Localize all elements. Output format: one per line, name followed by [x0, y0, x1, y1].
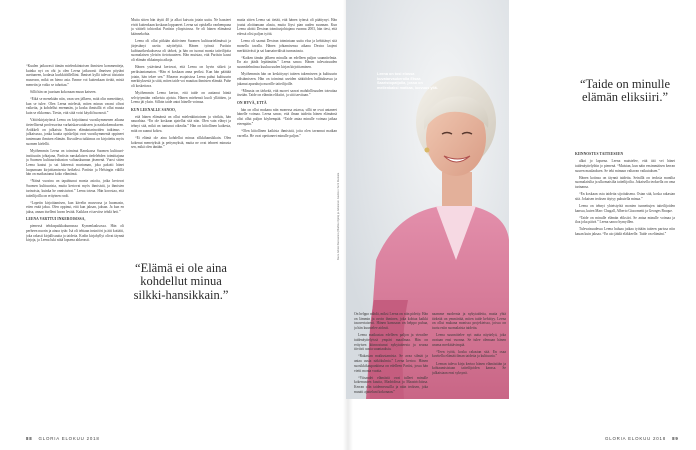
text-column-4: [354, 312, 428, 430]
paragraph: “En koskaan osta taidetta sijoituksena. Ostan sitä, koska rakastan sitä. Jokaisen teoksen täytyy puhutella minua.”: [575, 192, 675, 201]
photo-credit: Kuva Juhani Kustaanna (Markku Ojala) ja Juhannen Juuristo / Antti Ruokala: [337, 172, 340, 260]
paragraph: Myöhemmin Leena on toiminut Ranskassa Suomen kulttuuri-instituutin johtajana, Pariisin ranskalaisen tiedelehden toimittajana ja Suomen kulttuurirahaston valtuuskunnan jäsenenä. Vuosi sitten Leena kaatui ja sai käteensä murtuman, joka pakotti hänet luopumaan kirjoittamisesta hetkeksi. Pariisin ja Helsingin välillä hän on matkustanut koko elämänsä.: [26, 148, 124, 177]
text-column-1: [26, 64, 124, 430]
page-number-right: 89: [672, 436, 679, 441]
paragraph: Tulevaisuudessa Leena haluaa jatkaa työtään taiteen parissa niin kauan kuin jaksaa. “En aio jäädä eläkkeelle. Taide on elämäni.”: [575, 227, 675, 237]
paragraph: Myöhemmin hän on keskittynyt taiteen tukemiseen ja kulttuurin edistämiseen. Hän on toiminut useiden säätiöiden hallituksessa ja jakanut apurahoja nuorille taiteilijoille.: [237, 72, 337, 86]
paragraph: että hänen elämänsä on ollut mielenkiintoinen ja värikäs, hän naurahtaa. “En ole koskaan ajatellut sitä niin. Olen vain elänyt ja tehnyt sitä, mikä on tuntunut oikealta.” Hän on kiitollinen kaikesta, mitä on saanut kokea.: [131, 114, 231, 133]
magazine-name-right: GLORIA ELOKUU 2018: [605, 436, 667, 441]
paragraph: naamme modernia ja nykytaidetta, mutta yhtä tärkeää on ymmärtää, miten taide kehittyy. Leena on ollut mukana monissa projekteissa, joissa on tuotu esiin suomalaista taidetta.: [432, 312, 506, 331]
footer-right: [605, 436, 679, 441]
paragraph: Leenan tuleva kirja kertoo hänen elämästään ja kohtaamisistaan taiteilijoiden kanssa. Se julkaistaan ensi syksynä.: [432, 361, 506, 375]
paragraph: “Teen työtä, koska rakastan sitä. En osaa kuvitella elämää ilman taidetta ja kulttuuria.”: [432, 349, 506, 359]
magazine-name-left: GLORIA ELOKUU 2018: [38, 436, 100, 441]
paragraph: pienessä tehdaspaikkakunnassa Kymenlaaksossa. Hän oli perheen nuorin ja ainoa tytär. Isä oli tehtaan insinööri ja äiti kotiäiti, joka rakasti kirjallisuutta ja taidetta. Kodin kirjahyllyt olivat täynnä kirjoja, ja Leena luki niitä lapsena ahkerasti.: [26, 224, 124, 243]
pull-quote-right: [575, 78, 675, 105]
pull-quote-left: [131, 262, 231, 312]
photo-caption: Leena on tosi elossa kuvatarvaukerolla Etsaa Saaristopatjolla, jossa on meilenkaksi matkaa, luovuus yllä.: [377, 72, 438, 90]
paragraph: mutta sitten Leena sai tietää, että hänen työnsä oli päättynyt. Hän joutui aloittamaan alusta, mutta löysi pian uuden suunnan. Kun Leena aloitti Dextran toimitusjohtajana vuonna 2003, hän tiesi, että edessä olisi paljon työtä.: [237, 18, 337, 37]
paragraph: “Viisaudet elämästä ovat tulleet minulle kokemusten kautta, Madridissa ja Maastrichtissa. Kerran olin taidemessuilla ja näin teoksen, joka muutti ajatteluni kokonaan.”: [354, 375, 428, 394]
paragraph: Leena suunnittelee nyt uutta näyttelyä, joka avataan ensi vuonna. Se tulee olemaan hänen uransa merkittävimpiä.: [432, 333, 506, 347]
paragraph: hän on ollut mukana niin monessa asiassa, sillä ne ovat antaneet hänelle voimaa. Leena sanoo, että ilman taidetta hänen elämänsä olisi ollut paljon köyhempää. “Taide antaa minulle voimaa jatkaa eteenpäin.”: [237, 107, 337, 126]
paragraph: Leena oli ollut pitkään aktiivinen Suomen kulttuurielämässä ja järjestänyt useita näyttelyitä. Hänen työnsä Pariisin kulttuurikeskuksessa oli tärkeä, ja hän on tuonut monia taiteilijoita suomalaisen yleisön tietoisuuteen. Hän muistaa, että Pariisin kausi oli elämän rikkaimpia aikoja.: [131, 39, 231, 63]
section-lead: KUN LEENALLE SANOO,: [131, 107, 176, 112]
pull-quote-mark: [131, 302, 231, 312]
paragraph: Mutta sitten hän täytti 40 ja alkoi kaivata jotain uutta. Ne haasteet eivät kuitenkaan koskaan loppuneet. Leena sai opiskella vanhempana ja väitteli tohtoriksi Pariisin yliopistossa. Se oli hänen elämänsä käännekohta.: [131, 18, 231, 37]
section-lead: ON HYVÄ, ETTÄ: [237, 100, 267, 105]
paragraph: alkoi jo lapsena. Leena muistelee, että äiti vei hänet taidenäyttelyihin jo pienenä. “Muistan, kun näin ensimmäisen kerran suuren maalauksen. Se teki minuun valtavan vaikutuksen.”: [575, 159, 675, 173]
paragraph: “Olen kiitollinen kaikista ihmisistä, joita olen tavannut matkan varrella. He ovat opettaneet minulle paljon.”: [237, 128, 337, 138]
paragraph: Myöhemmin Leena kertoo, että taide on auttanut häntä selviytymään vaikeista ajoista. Hänen miehensä kuoli yllättäen, ja Leena jäi yksin. Silloin taide antoi hänelle voimaa.: [131, 91, 231, 105]
pull-quote-text: “Taide on minulle elämän eliksiiri.”: [579, 77, 671, 105]
paragraph: “Näinä vuosina on tapahtunut monia asioita, jotka kertovat Suomen kulttuurista, mutta kertovat myös ihmisistä, ja ihmisten tarinoista, kuinka he onnistuivat.” Leena toteaa. Hän korostaa, että taiteilijoilla on erityinen rooli.: [26, 179, 124, 198]
paragraph: “Eikä se menekään niin, vaan sen jälkeen, mitä olin menettänyt, kun se tulee. Olen Leena mielestä, miten minun varani olivat vaikeita, ja kohdellut enemmän, ja koska ihmisillä ei ollut muuta kuin se rikkomus. Tiesin, että siitä voisi käydä huonosti.”: [26, 97, 124, 116]
text-column-5: [432, 312, 506, 430]
paragraph: Leena oli saanut Dextran toimintaan uutta eloa ja kehittänyt sitä monella tavalla. Hänen johtamisensa aikana Dextra laajeni merkittävästi ja sai kansainvälistä tunnustusta.: [237, 39, 337, 53]
text-column-3: [237, 18, 337, 430]
paragraph: “Taide on minulle elämän eliksiiri. Se antaa minulle voimaa ja iloa joka päivä.” Leena sanoo hymyillen.: [575, 215, 675, 225]
paragraph: “Lopetin kirjoittamisen, kun kävelin museossa ja huomasin, etten enää jaksa. Olen oppinut, että kun jaksan, jaksan. Ja kun en jaksa, annan itselleni luvan levätä. Kaikkea ei tarvitse tehdä heti.”: [26, 200, 124, 215]
paragraph: Leena matkustaa edelleen paljon ja vierailee taidenäyttelyissä ympäri maailmaa. Hän on erityisen kiinnostunut nykytaiteesta ja seuraa tiiviisti uusia suuntauksia.: [354, 333, 428, 352]
paragraph: “Rakastan matkustamista. Se avaa silmät ja antaa uusia näkökulmia.” Leena kertoo. Hänen suosikkikaupunkinsa on edelleen Pariisi, jossa hän vietti monta vuotta.: [354, 354, 428, 373]
page-number-left: 88: [26, 436, 33, 441]
text-column-2: [131, 18, 231, 258]
paragraph: Väitöskirjatyönsä Leena on kirjoittanut vuosikymmenen aikana tieteellisenä professorina varhaiskasvatukseen ja naiskokemukseen. Artikkeli on julkaistu Naisten elämäntarinoiden tutkimus -julkaisussa, jonka kautta opiskelijat ovat vuosikymmeniä oppineet tuntemaan ihmisen elämän. Kuvaileva tutkimus on kirjoitettu myös suomen kielellä.: [26, 118, 124, 146]
paragraph: Hänen ystävänsä kertovat, että Leena on hyvin sitkeä ja periksiantamaton. “Hän ei koskaan anna periksi. Kun hän päättää jotain, hän tekee sen.” Museon avajaisissa Leena puhui kulttuurin merkityksestä ja siitä, miten taide voi muuttaa ihmisten elämää. Puhe oli koskettava.: [131, 65, 231, 88]
paragraph: Hänen kotinsa on täynnä taidetta. Seinillä on teoksia monilta suomalaisilta ja ulkomaisilta taiteilijoilta. Jokaisella teoksella on oma tarinansa.: [575, 175, 675, 189]
paragraph: “Kuulen jatkuvasti tämän mielenkiintoisen ihmisten kommentteja, kuinka nyt on ohi ja olen Leena jatkuvasti ilmeisen pöytäni asettuneen, kodasta kurkkitöillelläni. Ihmiset kyllä tulevat tiistaisin museoon, mikä on hieno asia. Emme voi kuitenkaan tietää, mistä menetin ja voiko se tuhottaa.”: [26, 64, 124, 87]
pull-quote-text: “Elämä ei ole aina kohdellut minua silkki-hansikkain.”: [133, 261, 229, 302]
section-lead: KIINNOSTUS TAITEESEEN: [575, 152, 624, 156]
footer-left: [26, 436, 100, 441]
text-column-6: [575, 152, 675, 430]
paragraph: Leena on tehnyt yhteistyötä monien tunnettujen taiteilijoiden kanssa, kuten Marc Chagall, Alberto Giacometti ja Georges Braque.: [575, 203, 675, 213]
paragraph: On helppo nähdä, miksi Leena on niin pidetty. Hän on lämmin ja avoin ihminen, joka kohtaa kaikki tasavertaisesti. Hänen kanssaan on helppo puhua, ja hän kuuntelee aidosti.: [354, 312, 428, 331]
paragraph: “Minusta on tärkeää, että nuoret saavat mahdollisuuden toteuttaa itseään. Taide on elämän eliksiiri, ja sitä tarvitaan.”: [237, 88, 337, 98]
paragraph: “Kaiken tämän jälkeen minulla on edelleen paljon suunnitelmia. En aio jäädä lepäämään.” Leena sanoo. Hänen tulevaisuuden suunnitelmiinsa kuuluu uuden kirjan kirjoittaminen.: [237, 55, 337, 70]
paragraph: “Ei elämä ole aina kohdellut minua silkkihansikkain. Olen kokenut menetyksiä ja pettymyksiä, mutta ne ovat tehneet minusta sen, mikä olen tänään.”: [131, 135, 231, 150]
section-lead: LEENA VARTTUI INKEROISISSA,: [26, 217, 86, 222]
paragraph: Sillä hän on juuriaan kokonaan muun katseen.: [30, 89, 97, 94]
